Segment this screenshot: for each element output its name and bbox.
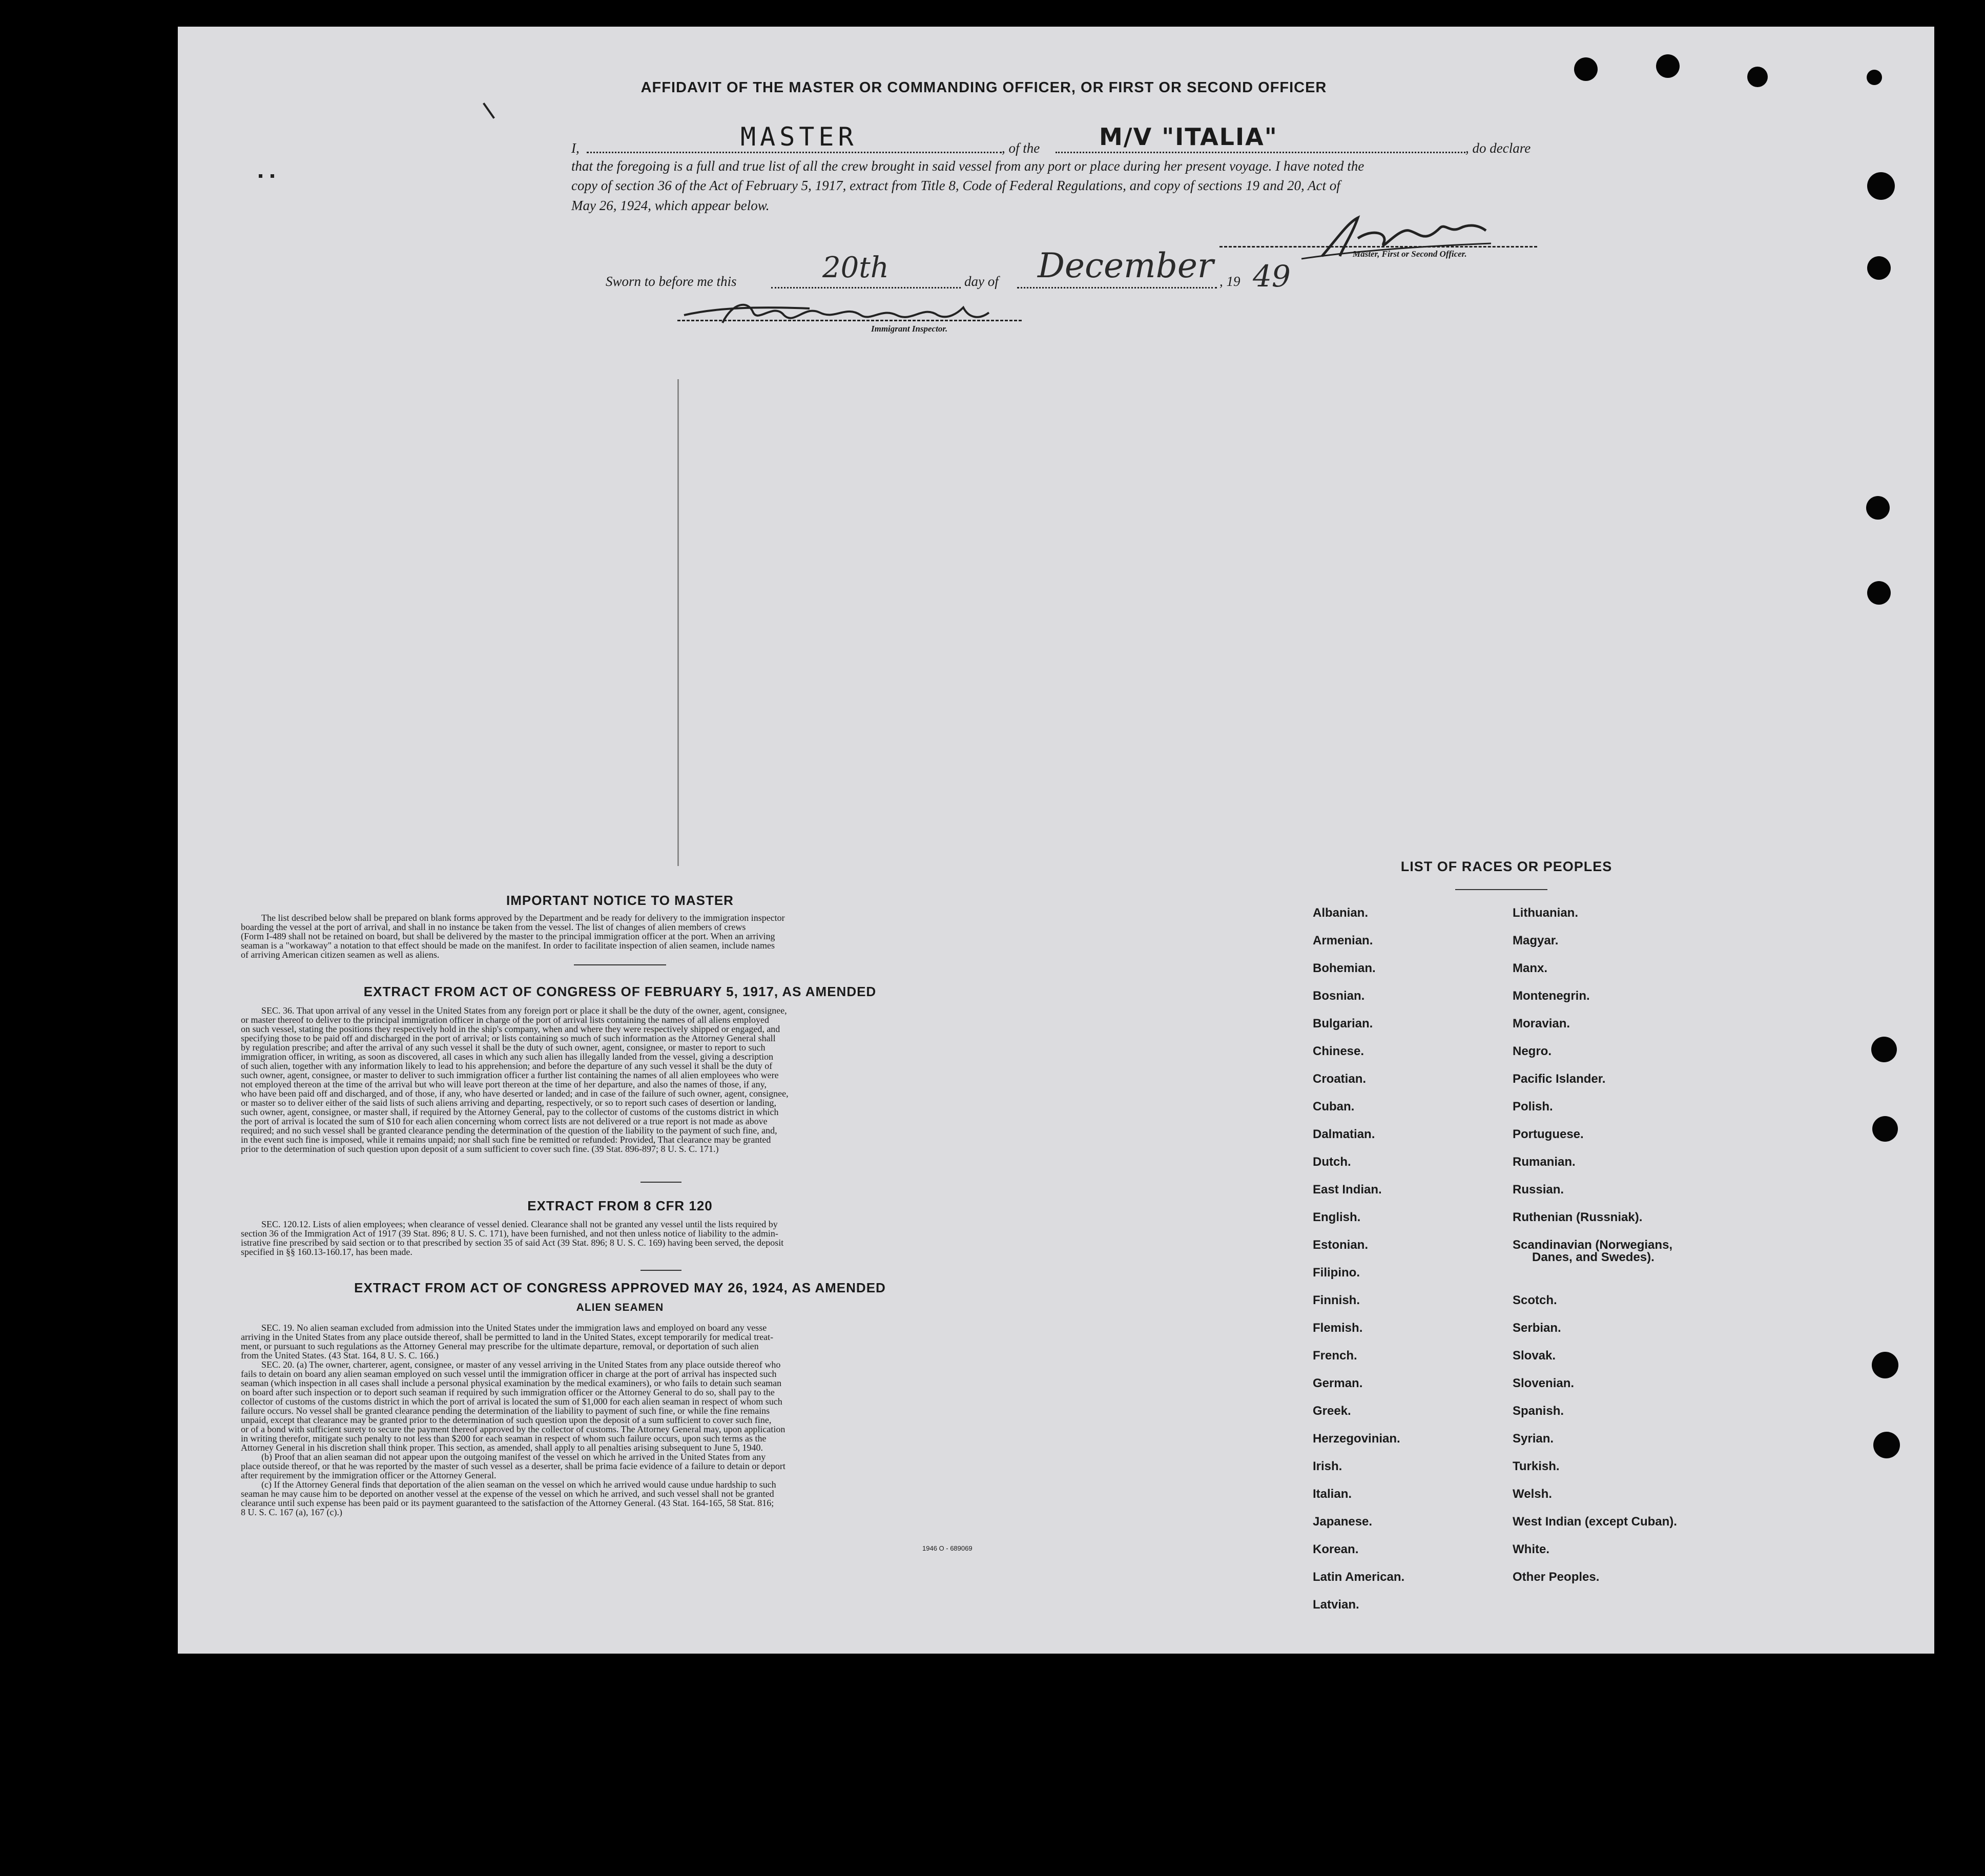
extract-1924-line: (c) If the Attorney General finds that deportation of the alien seaman on the vessel on which he arrived would cause undue hardship to such <box>261 1479 776 1490</box>
race-item: Slovak. <box>1513 1349 1556 1363</box>
race-item: Italian. <box>1313 1487 1352 1501</box>
race-item: Latvian. <box>1313 1598 1359 1612</box>
extract-1924-body <box>241 1323 999 1517</box>
extract-cfr-line: specified in §§ 160.13-160.17, has been made. <box>241 1247 412 1257</box>
punch-hole <box>1574 57 1598 81</box>
day-of-label: day of <box>964 274 999 289</box>
race-item: Syrian. <box>1513 1432 1554 1446</box>
inspector-caption: Immigrant Inspector. <box>871 324 948 334</box>
extract-1917-line: on such vessel, stating the positions they respectively hold in the ship's company, when and where they were respectively shipped or engaged, and <box>241 1024 780 1034</box>
punch-hole <box>1873 1432 1900 1458</box>
vessel-filled: M/V "ITALIA" <box>1099 123 1278 151</box>
master-signature-line <box>1219 246 1537 248</box>
extract-1917-line: such owner, agent, consignee, or master to deliver to such immigration officer a further list containing the names of all alien employees who were <box>241 1070 779 1080</box>
extract-cfr-title: EXTRACT FROM 8 CFR 120 <box>527 1198 713 1213</box>
punch-hole <box>1867 70 1882 85</box>
extract-1924-line: (b) Proof that an alien seaman did not appear upon the outgoing manifest of the vessel on which he arrived in the United States from any <box>261 1452 766 1462</box>
punch-hole <box>1872 1116 1898 1142</box>
punch-hole <box>1867 172 1895 200</box>
rank-line <box>587 152 1002 153</box>
race-item: Magyar. <box>1513 934 1559 947</box>
extract-1917-line: immigration officer, in writing, as soon as discovered, all cases in which any such alien has illegally landed from the vessel, giving a description <box>241 1052 774 1062</box>
race-item: Cuban. <box>1313 1100 1355 1114</box>
race-item: Rumanian. <box>1513 1155 1576 1169</box>
extract-1917-line: not employed thereon at the time of the arrival but who will leave port thereon at the time of her departure, and also the names of those, if any, <box>241 1079 767 1089</box>
declaration-line-3: May 26, 1924, which appear below. <box>571 198 770 213</box>
race-item: Japanese. <box>1313 1515 1373 1529</box>
punch-hole <box>1871 1037 1897 1062</box>
extract-1924-line: in writing therefor, mitigate such penalty to not less than $200 for each seaman in respect of whom such failure occurs, upon such terms as the <box>241 1433 767 1444</box>
extract-1917-line: the port of arrival is located the sum of $10 for each alien concerning whom correct lists are not delivered or a true report is not made as above <box>241 1116 768 1126</box>
extract-1924-title: EXTRACT FROM ACT OF CONGRESS APPROVED MAY 26, 1924, AS AMENDED <box>354 1280 886 1295</box>
extract-1924-line: clearance until such expense has been paid or its payment guaranteed to the satisfaction of the Attorney General. (43 Stat. 164-165, 58 Stat. 816; <box>241 1498 774 1508</box>
race-item: Moravian. <box>1513 1017 1570 1030</box>
race-item: Scandinavian (Norwegians, <box>1513 1238 1673 1252</box>
races-title: LIST OF RACES OR PEOPLES <box>1400 859 1612 874</box>
race-item: Croatian. <box>1313 1072 1367 1086</box>
notice-title: IMPORTANT NOTICE TO MASTER <box>506 893 734 908</box>
race-item: Bohemian. <box>1313 961 1376 975</box>
race-item: Slovenian. <box>1513 1376 1575 1390</box>
punch-hole <box>1656 54 1680 78</box>
extract-1917-line: or master thereof to deliver to the principal immigration officer in charge of the port of arrival lists containing the names of all aliens employed <box>241 1015 770 1025</box>
race-item: Portuguese. <box>1513 1127 1584 1141</box>
race-item: English. <box>1313 1210 1361 1224</box>
extract-1917-line: such owner, agent, consignee, or master shall, if required by the Attorney General, pay to the collector of customs of the customs district in which <box>241 1107 779 1117</box>
extract-1917-body <box>241 1006 999 1153</box>
race-item: West Indian (except Cuban). <box>1513 1515 1677 1529</box>
race-item: Negro. <box>1513 1044 1552 1058</box>
inspector-signature-line <box>677 320 1022 321</box>
extract-1917-line: required; and no such vessel shall be granted clearance pending the determination of the question of the liability to the payment of such fine, and, <box>241 1125 777 1136</box>
sworn-day-line <box>771 287 961 288</box>
extract-cfr-line: SEC. 120.12. Lists of alien employees; when clearance of vessel denied. Clearance shall not be granted any vessel until the lists required by <box>261 1219 778 1229</box>
i-label: I, <box>571 140 580 156</box>
race-item: Other Peoples. <box>1513 1570 1600 1584</box>
race-item: Finnish. <box>1313 1293 1360 1307</box>
extract-1924-line: after requirement by the immigration officer or the Attorney General. <box>241 1470 497 1480</box>
extract-1924-line: place outside thereof, or that he was reported by the master of such vessel as a deserter, shall be prima facie evidence of a failure to detain or deport <box>241 1461 785 1471</box>
extract-1917-line: or master so to deliver either of the said lists of such aliens arriving and departing, respectively, or so to report such cases of desertion or landing, <box>241 1098 777 1108</box>
race-item: Russian. <box>1513 1183 1564 1197</box>
notice-body <box>241 913 999 959</box>
year-prefix: , 19 <box>1219 274 1240 289</box>
extract-1924-line: SEC. 19. No alien seaman excluded from admission into the United States under the immigration laws and employed on board any vesse <box>261 1323 767 1333</box>
extract-1924-line: on board after such inspection or to deport such seaman if required by such immigration officer or the Attorney General to do so, shall pay to the <box>241 1387 775 1397</box>
race-item: Armenian. <box>1313 934 1373 947</box>
declaration-line-1: that the foregoing is a full and true list of all the crew brought in said vessel from any port or place during her present voyage. I have noted the <box>571 158 1364 174</box>
of-the-label: , of the <box>1002 140 1040 156</box>
divider <box>640 1270 681 1271</box>
master-caption: Master, First or Second Officer. <box>1353 249 1467 259</box>
extract-1917-line: prior to the determination of such question upon deposit of a sum sufficient to cover such fine. (39 Stat. 896-897; 8 U. S. C. 171.) <box>241 1144 719 1154</box>
punch-hole <box>1866 496 1890 520</box>
race-item: Pacific Islander. <box>1513 1072 1606 1086</box>
stray-mark <box>677 379 679 866</box>
extract-1924-line: seaman he may cause him to be deported on another vessel at the expense of the vessel on which he arrived, and such vessel shall not be granted <box>241 1489 774 1499</box>
extract-1924-line: SEC. 20. (a) The owner, charterer, agent, consignee, or master of any vessel arriving in the United States from any place outside thereof who <box>261 1359 781 1370</box>
races-divider <box>1455 889 1547 890</box>
race-item: Polish. <box>1513 1100 1553 1114</box>
race-item: Manx. <box>1513 961 1548 975</box>
race-item: Bosnian. <box>1313 989 1365 1003</box>
race-item: Dutch. <box>1313 1155 1351 1169</box>
race-item: German. <box>1313 1376 1363 1390</box>
divider <box>574 964 666 965</box>
extract-1924-line: unpaid, except that clearance may be granted prior to the determination of such question upon the deposit of a sum sufficient to cover such fine, <box>241 1415 772 1425</box>
extract-1924-line: collector of customs of the customs district in which the port of arrival is located the sum of $1,000 for each alien seaman in respect of whom such <box>241 1396 782 1407</box>
extract-1917-line: who have been paid off and discharged, and of those, if any, who have deserted or landed; and in case of the failure of such owner, agent, consignee, <box>241 1088 789 1099</box>
notice-line: seaman is a "workaway" a notation to that effect should be made on the manifest. In order to facilitate inspection of alien seamen, include names <box>241 940 775 951</box>
extract-1924-line: or of a bond with sufficient surety to secure the payment thereof approved by the collector of customs. The Attorney General may, upon application <box>241 1424 785 1434</box>
race-item: Flemish. <box>1313 1321 1363 1335</box>
race-item: Estonian. <box>1313 1238 1369 1252</box>
sworn-month: December <box>1038 246 1214 285</box>
extract-1924-line: fails to detain on board any alien seaman employed on such vessel until the immigration officer in charge at the port of arrival has inspected such <box>241 1369 777 1379</box>
race-item: Bulgarian. <box>1313 1017 1373 1030</box>
extract-1917-line: specifying those to be paid off and discharged in the port of arrival; or lists containing so much of such information as the Attorney General shall <box>241 1033 776 1043</box>
notice-line: of arriving American citizen seamen as well as aliens. <box>241 950 440 960</box>
extract-1924-line: Attorney General in his discretion shall think proper. This section, as amended, shall apply to all penalties arising subsequent to June 5, 1940. <box>241 1442 763 1453</box>
punch-hole <box>1872 1352 1898 1378</box>
extract-cfr-line: section 36 of the Immigration Act of 1917 (39 Stat. 896; 8 U. S. C. 171), have been furnished, and not then unless notice of liability to the admin- <box>241 1228 778 1239</box>
sworn-label: Sworn to before me this <box>606 274 737 289</box>
punch-hole <box>1747 67 1768 87</box>
notice-line: The list described below shall be prepared on blank forms approved by the Department and be ready for delivery to the immigration inspector <box>261 913 785 923</box>
extract-1924-line: 8 U. S. C. 167 (a), 167 (c).) <box>241 1507 342 1517</box>
punch-hole <box>1867 256 1891 280</box>
extract-1924-line: arriving in the United States from any place outside thereof, shall be permitted to land in the United States, except temporarily for medical treat- <box>241 1332 774 1342</box>
race-item: Latin American. <box>1313 1570 1405 1584</box>
race-item: Scotch. <box>1513 1293 1557 1307</box>
race-item: East Indian. <box>1313 1183 1382 1197</box>
extract-1924-subtitle: ALIEN SEAMEN <box>576 1302 664 1313</box>
sworn-day: 20th <box>822 251 889 284</box>
extract-1924-line: failure occurs. No vessel shall be granted clearance pending the determination of the liability to payment of such fine, or while the fine remains <box>241 1406 770 1416</box>
printer-mark: 1946 O - 689069 <box>922 1544 973 1552</box>
race-item: Serbian. <box>1513 1321 1561 1335</box>
do-declare-label: , do declare <box>1465 140 1531 156</box>
race-item: Ruthenian (Russniak). <box>1513 1210 1643 1224</box>
extract-1917-line: of such alien, together with any information likely to lead to his apprehension; and before the departure of any such vessel it shall be the duty of <box>241 1061 773 1071</box>
punch-hole <box>1867 581 1891 605</box>
rank-filled: MASTER <box>740 122 858 152</box>
inspector-signature <box>676 292 1025 333</box>
race-item: Welsh. <box>1513 1487 1552 1501</box>
race-item: Montenegrin. <box>1513 989 1590 1003</box>
race-item: Lithuanian. <box>1513 906 1578 920</box>
sworn-month-line <box>1017 287 1217 288</box>
race-item: Dalmatian. <box>1313 1127 1375 1141</box>
stray-mark <box>259 174 262 178</box>
vessel-line <box>1056 152 1465 153</box>
race-item: Irish. <box>1313 1459 1342 1473</box>
stray-mark <box>271 174 274 178</box>
race-item: Herzegovinian. <box>1313 1432 1400 1446</box>
extract-1917-line: by regulation prescribe; and after the arrival of any such vessel it shall be the duty of such owner, agent, consignee, or master to report to such <box>241 1042 766 1053</box>
race-item: White. <box>1513 1542 1549 1556</box>
race-item: Spanish. <box>1513 1404 1564 1418</box>
year-suffix: 49 <box>1253 259 1291 294</box>
race-item: Albanian. <box>1313 906 1369 920</box>
race-item: Danes, and Swedes). <box>1532 1250 1655 1264</box>
race-item: French. <box>1313 1349 1357 1363</box>
extract-cfr-line: istrative fine prescribed by said section or to that prescribed by section 35 of said Act (39 Stat. 896; 8 U. S. C. 169) having been served, the deposit <box>241 1238 784 1248</box>
divider <box>640 1182 681 1183</box>
extract-cfr-body <box>241 1220 999 1256</box>
race-item: Korean. <box>1313 1542 1359 1556</box>
race-item: Chinese. <box>1313 1044 1364 1058</box>
extract-1924-line: from the United States. (43 Stat. 164, 8 U. S. C. 166.) <box>241 1350 439 1360</box>
race-item: Filipino. <box>1313 1266 1360 1280</box>
notice-line: (Form I-489 shall not be retained on board, but shall be delivered by the master to the principal immigration officer at the port. When an arriving <box>241 931 775 941</box>
extract-1917-line: SEC. 36. That upon arrival of any vessel in the United States from any foreign port or place it shall be the duty of the owner, agent, consignee, <box>261 1005 787 1016</box>
affidavit-title: AFFIDAVIT OF THE MASTER OR COMMANDING OFFICER, OR FIRST OR SECOND OFFICER <box>640 79 1327 96</box>
race-item: Greek. <box>1313 1404 1351 1418</box>
declaration-line-2: copy of section 36 of the Act of February 5, 1917, extract from Title 8, Code of Federal Regulations, and copy of sections 19 and 20, Act of <box>571 178 1340 193</box>
extract-1924-line: ment, or pursuant to such regulations as the Attorney General may prescribe for the ultimate departure, removal, or deportation of such alien <box>241 1341 759 1351</box>
extract-1917-title: EXTRACT FROM ACT OF CONGRESS OF FEBRUARY 5, 1917, AS AMENDED <box>363 984 877 999</box>
race-item: Turkish. <box>1513 1459 1560 1473</box>
extract-1924-line: seaman (which inspection in all cases shall include a personal physical examination by the medical examiners), or who fails to detain such seaman <box>241 1378 782 1388</box>
extract-1917-line: in the event such fine is imposed, while it remains unpaid; nor shall such fine be remitted or refunded: Provided, That clearance may be granted <box>241 1135 771 1145</box>
notice-line: boarding the vessel at the port of arrival, and shall in no instance be taken from the vessel. The list of changes of alien members of crews <box>241 922 746 932</box>
